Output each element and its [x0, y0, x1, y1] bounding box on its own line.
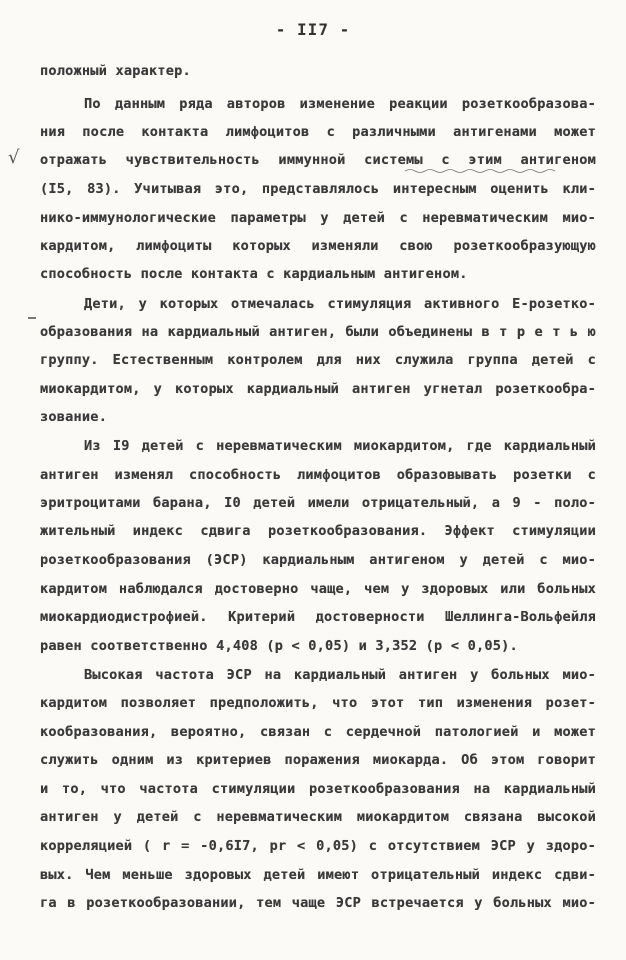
text-line: равен соответственно 4,408 (p < 0,05) и 3,352 (p < 0,05). [40, 638, 518, 654]
text-line: розеткообразования (ЭСР) кардиальным антигеном у детей с мио- [40, 552, 596, 568]
margin-checkmark: √ [8, 147, 20, 168]
text-line: кардитом наблюдался достоверно чаще, чем у здоровых или больных [40, 581, 596, 597]
text-line: группу. Естественным контролем для них служила группа детей с [40, 352, 596, 368]
text-line: миокардитом, у которых кардиальный антиген угнетал розеткообра- [40, 381, 596, 397]
text-line: кардитом позволяет предположить, что этот тип изменения розет- [40, 695, 596, 711]
text-line: способность после контакта с кардиальным антигеном. [40, 266, 468, 282]
text-line: нико-иммунологические параметры у детей с неревматическим мио- [40, 210, 596, 226]
text-line: га в розеткообразовании, тем чаще ЭСР встречается у больных мио- [40, 895, 596, 911]
text-line: Высокая частота ЭСР на кардиальный антиген у больных мио- [84, 667, 596, 683]
page-number: - II7 - [275, 20, 351, 39]
text-line: служить одним из критериев поражения миокарда. Об этом говорит [40, 752, 596, 768]
text-line: жительный индекс сдвига розеткообразования. Эффект стимуляции [40, 523, 596, 539]
text-line: антиген у детей с неревматическим миокардитом связана высокой [40, 809, 596, 825]
text-line: (I5, 83). Учитывая это, представлялось интересным оценить кли- [40, 181, 596, 197]
text-line: ния после контакта лимфоцитов с различными антигенами может [40, 124, 596, 140]
text-line: кардитом, лимфоциты которых изменяли свою розеткообразующую [40, 238, 596, 254]
text-line: Из I9 детей с неревматическим миокардитом, где кардиальный [84, 438, 596, 454]
text-line: и то, что частота стимуляции розеткообразования на кардиальный [40, 781, 596, 797]
text-line: вых. Чем меньше здоровых детей имеют отрицательный индекс сдви- [40, 867, 596, 883]
text-line: Дети, у которых отмечалась стимуляция активного Е-розетко- [84, 296, 596, 312]
text-line: По данным ряда авторов изменение реакции розеткообразова- [84, 96, 596, 112]
text-line: миокардиодистрофией. Критерий достоверности Шеллинга-Вольфейля [40, 609, 596, 625]
text-line: образования на кардиальный антиген, были объединены в т р е т ь ю [40, 324, 596, 340]
text-line: корреляцией ( r = -0,6I7, pr < 0,05) с отсутствием ЭСР у здоро- [40, 838, 596, 854]
text-line: зование. [40, 409, 108, 425]
text-line: кообразования, вероятно, связан с сердечной патологией и может [40, 724, 596, 740]
margin-dash-mark [28, 317, 36, 319]
text-line: эритроцитами барана, I0 детей имели отрицательный, а 9 - поло- [40, 495, 596, 511]
text-line: положный характер. [40, 63, 191, 79]
text-line: антиген изменял способность лимфоцитов образовывать розетки с [40, 467, 596, 483]
text-line: отражать чувствительность иммунной системы с этим антигеном [40, 152, 596, 168]
